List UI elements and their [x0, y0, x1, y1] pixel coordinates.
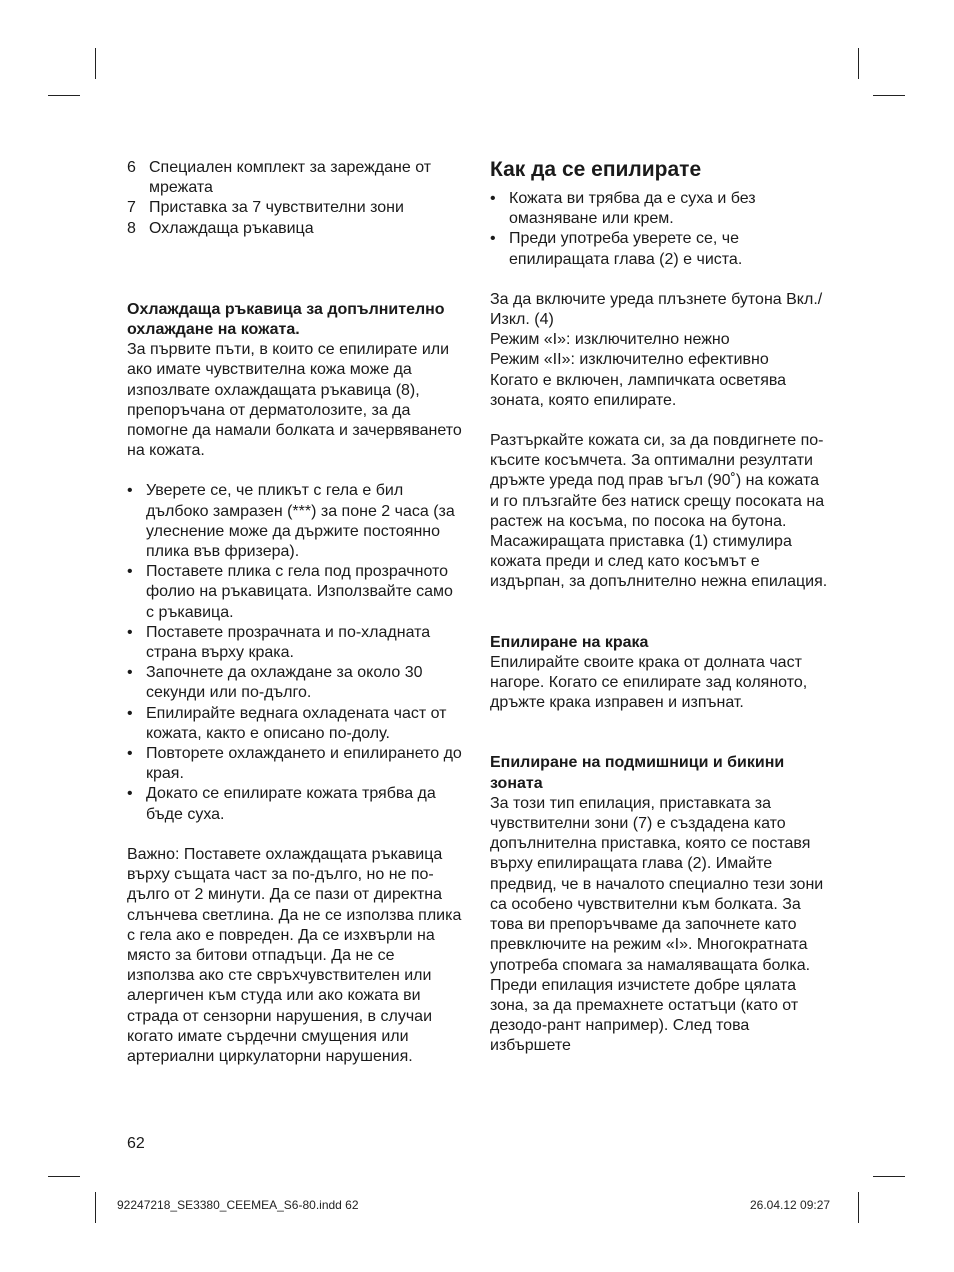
crop-mark	[858, 1192, 859, 1223]
list-item	[127, 158, 465, 198]
bullet-icon: •	[127, 482, 133, 500]
crop-mark	[48, 1176, 80, 1177]
bullet-icon: •	[127, 664, 133, 682]
mode-1-text: Режим «I»: изключително нежно	[490, 331, 730, 349]
list-item	[127, 198, 465, 218]
bullet-icon: •	[127, 785, 133, 803]
glove-heading: Охлаждаща ръкавица за допълнително охлаждане на кожата.	[127, 300, 445, 339]
switch-on-text: За да включите уреда плъзнете бутона Вкл./Изкл. (4)	[490, 290, 823, 329]
technique-text: Разтъркайте кожата си, за да повдигнете по-късите косъмчета. За оптимални резултати дръжте уреда под прав ъгъл (90˚) на кожата и го плъзгайте без натиск срещу посоката на растеж на косъма, по посока на бутона. Масажиращата приставка (1) стимулира кожата преди и след като косъмът е издърпан, за допълнително нежна епилация.	[490, 432, 828, 591]
page-number: 62	[127, 1135, 145, 1152]
bullet-icon: •	[127, 563, 133, 581]
legs-text: Епилирайте своите крака от долната част нагоре. Когато се епилирате зад коляното, дръжте крака изправен и изпънат.	[490, 653, 808, 712]
legs-heading: Епилиране на крака	[490, 633, 649, 651]
lamp-text: Когато е включен, лампичката осветява зоната, която епилирате.	[490, 371, 787, 409]
list-item: • Кожата ви трябва да е суха и без омазняване или крем.	[490, 189, 830, 229]
prep-list	[490, 189, 830, 270]
item-number: 6	[127, 159, 136, 176]
list-item: • Преди употреба уверете се, че епилиращата глава (2) е чиста.	[490, 229, 830, 269]
footer-filename: 92247218_SE3380_CEEMEA_S6-80.indd 62	[117, 1198, 359, 1212]
bullet-icon: •	[490, 190, 496, 207]
bullet-icon: •	[127, 704, 133, 722]
crop-mark	[873, 95, 905, 96]
bullet-icon: •	[127, 623, 133, 641]
bullet-icon: •	[127, 745, 133, 763]
left-column	[127, 158, 465, 1067]
item-number: 8	[127, 219, 136, 237]
mode-2-text: Режим «II»: изключително ефективно	[490, 351, 769, 369]
important-note: Важно: Поставете охлаждащата ръкавица върху същата част за по-дълго, но не по-дълго от 2 минути. Да се пази от директна слънчева светлина. Да не се използва плика с гела ако е повреден. Да се изхвърли на място за битови отпадъци. Да не се използва ако сте свръхчувствителен или алергичен към студа или ако кожата ви страда от сензорни нарушения, в случаи когато имате сърдечни смущения или артериални циркулаторни нарушения.	[127, 845, 462, 1065]
bullet-icon: •	[490, 230, 496, 248]
crop-mark	[95, 1192, 96, 1223]
crop-mark	[858, 48, 859, 79]
list-item: • Поставете прозрачната и по-хладната страна върху крака.	[127, 623, 465, 663]
underarm-text: За този тип епилация, приставката за чувствителни зони (7) е създадена като допълнителна приставка, която се поставя върху епилиращата глава (2). Имайте предвид, че в началото специално тези зони са особено чувствителни към болката. За това ви препоръчваме да започнете като превключите на режим «I». Многократната употреба спомага за намаляващата болка. Преди епилация изчистете добре цялата зона, за да премахнете остатъци (като от дезодо-рант например). След това избършете	[490, 794, 824, 1055]
list-item: • Докато се епилирате кожата трябва да бъде суха.	[127, 784, 465, 824]
list-item: • Поставете плика с гела под прозрачното фолио на ръкавицата. Използвайте само с ръкавица.	[127, 562, 465, 623]
list-item: • Започнете да охлаждане за около 30 секунди или по-дълго.	[127, 663, 465, 703]
list-item: • Уверете се, че пликът с гела е бил дълбоко замразен (***) за поне 2 часа (за улеснение може да държите постоянно плика във фризера).	[127, 481, 465, 562]
footer-timestamp: 26.04.12 09:27	[750, 1198, 831, 1212]
item-text: Специален комплект за зареждане от мрежата	[149, 159, 432, 197]
underarm-heading: Епилиране на подмишници и бикини зоната	[490, 754, 785, 792]
section-title: Как да се епилирате	[490, 158, 702, 181]
item-text: Охлаждаща ръкавица	[149, 219, 314, 237]
glove-steps	[127, 481, 465, 824]
list-item	[127, 219, 465, 239]
crop-mark	[873, 1176, 905, 1177]
item-number: 7	[127, 199, 136, 217]
list-item: • Епилирайте веднага охладената част от кожата, както е описано по-долу.	[127, 704, 465, 744]
crop-mark	[95, 48, 96, 79]
right-column	[490, 157, 830, 1057]
parts-list	[127, 158, 465, 239]
crop-mark	[48, 95, 80, 96]
item-text: Приставка за 7 чувствителни зони	[149, 199, 404, 217]
list-item: • Повторете охлаждането и епилирането до края.	[127, 744, 465, 784]
glove-intro: За първите пъти, в които се епилирате или ако имате чувствителна кожа може да изпозлвате охлаждащата ръкавица (8), препоръчана от дерматолозите, за да помогне да намали болката и зачервяването на кожата.	[127, 341, 462, 460]
